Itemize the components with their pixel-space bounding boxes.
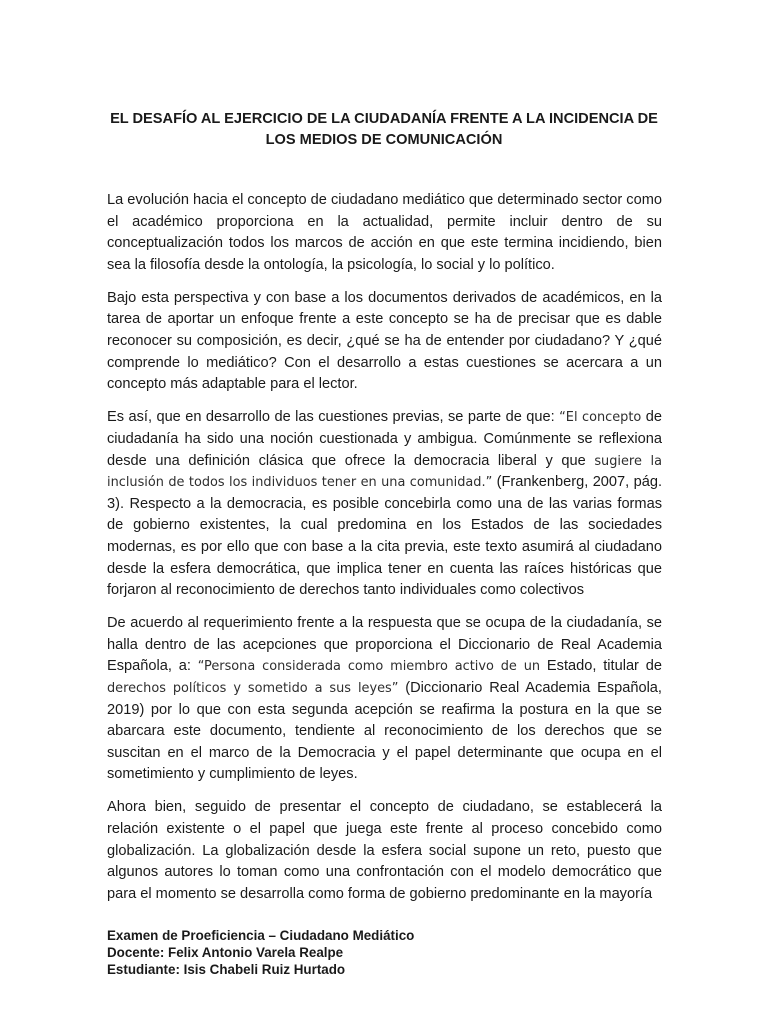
paragraph-4-intro: De acuerdo al requerimiento frente a la respuesta que se ocupa de la ciudadanía, se halla dentro de las acepciones que proporciona el Diccionario de Real Academia Española, a: <box>107 615 662 675</box>
paragraph-1: La evolución hacia el concepto de ciudadano mediático que determinado sector como el académico proporciona en la actualidad, permite incluir dentro de su conceptualización todos los marcos de acción en que este termina incidiendo, bien sea la filosofía desde la ontología, la psicología, lo social y lo político. <box>107 192 662 273</box>
footer-student: Estudiante: Isis Chabeli Ruiz Hurtado <box>107 962 346 977</box>
footer-exam: Examen de Proeficiencia – Ciudadano Mediático <box>107 928 415 943</box>
paragraph-2: Bajo esta perspectiva y con base a los documentos derivados de académicos, en la tarea de aportar un enfoque frente a este concepto se ha de precisar que es dable reconocer su composición, es decir, ¿qué se ha de entender por ciudadano? Y ¿qué comprende lo mediático? Con el desarrollo a estas cuestiones se acercara a un concepto más adaptable para el lector. <box>107 289 662 393</box>
quote-frankenberg-part-1: “El concepto <box>559 410 642 426</box>
paragraph-3 <box>107 407 662 601</box>
quote-rae-part-2: derechos políticos y sometido a sus leyes” <box>107 680 399 696</box>
document-title: EL DESAFÍO AL EJERCICIO DE LA CIUDADANÍA FRENTE A LA INCIDENCIA DE LOS MEDIOS DE COMUNICACIÓN <box>110 111 658 148</box>
paragraph-3-middle: de ciudadanía ha sido una noción cuestionada y ambigua. Comúnmente se reflexiona desde una definición clásica que ofrece la democracia liberal y que <box>107 409 662 469</box>
footer-teacher: Docente: Felix Antonio Varela Realpe <box>107 945 344 960</box>
paragraph-3-intro: Es así, que en desarrollo de las cuestiones previas, se parte de que: <box>107 409 560 426</box>
paragraph-4-rest: (Diccionario Real Academia Española, 2019) por lo que con esta segunda acepción se reafirma la postura en la que se abarcara este documento, tendiente al reconocimiento de los derechos que se suscitan en el marco de la Democracia y el papel determinante que ocupa en el sometimiento y cumplimiento de leyes. <box>107 679 662 783</box>
quote-rae-part-1: “Persona considerada como miembro activo de un <box>197 659 541 675</box>
paragraph-4 <box>107 613 662 786</box>
paragraph-5: Ahora bien, seguido de presentar el concepto de ciudadano, se establecerá la relación existente o el papel que juega este frente al proceso concebido como globalización. La globalización desde la esfera social supone un reto, puesto que algunos autores lo toman como una confrontación con el modelo democrático que para el momento se desarrolla como forma de gobierno predominante en la mayoría <box>107 799 662 902</box>
paragraph-4-middle: Estado, titular de <box>540 658 662 675</box>
document-footer <box>107 927 662 978</box>
quote-frankenberg-part-2: sugiere la inclusión de todos los individuos tener en una comunidad.” <box>107 453 663 491</box>
document-body <box>107 190 662 917</box>
paragraph-3-rest: (Frankenberg, 2007, pág. 3). Respecto a la democracia, es posible concebirla como una de las varias formas de gobierno existentes, la cual predomina en los Estados de las sociedades modernas, es por ello que con base a la cita previa, este texto asumirá al ciudadano desde la esfera democrática, que implica tener en cuenta las raíces históricas que forjaron al reconocimiento de derechos tanto individuales como colectivos <box>107 474 662 599</box>
